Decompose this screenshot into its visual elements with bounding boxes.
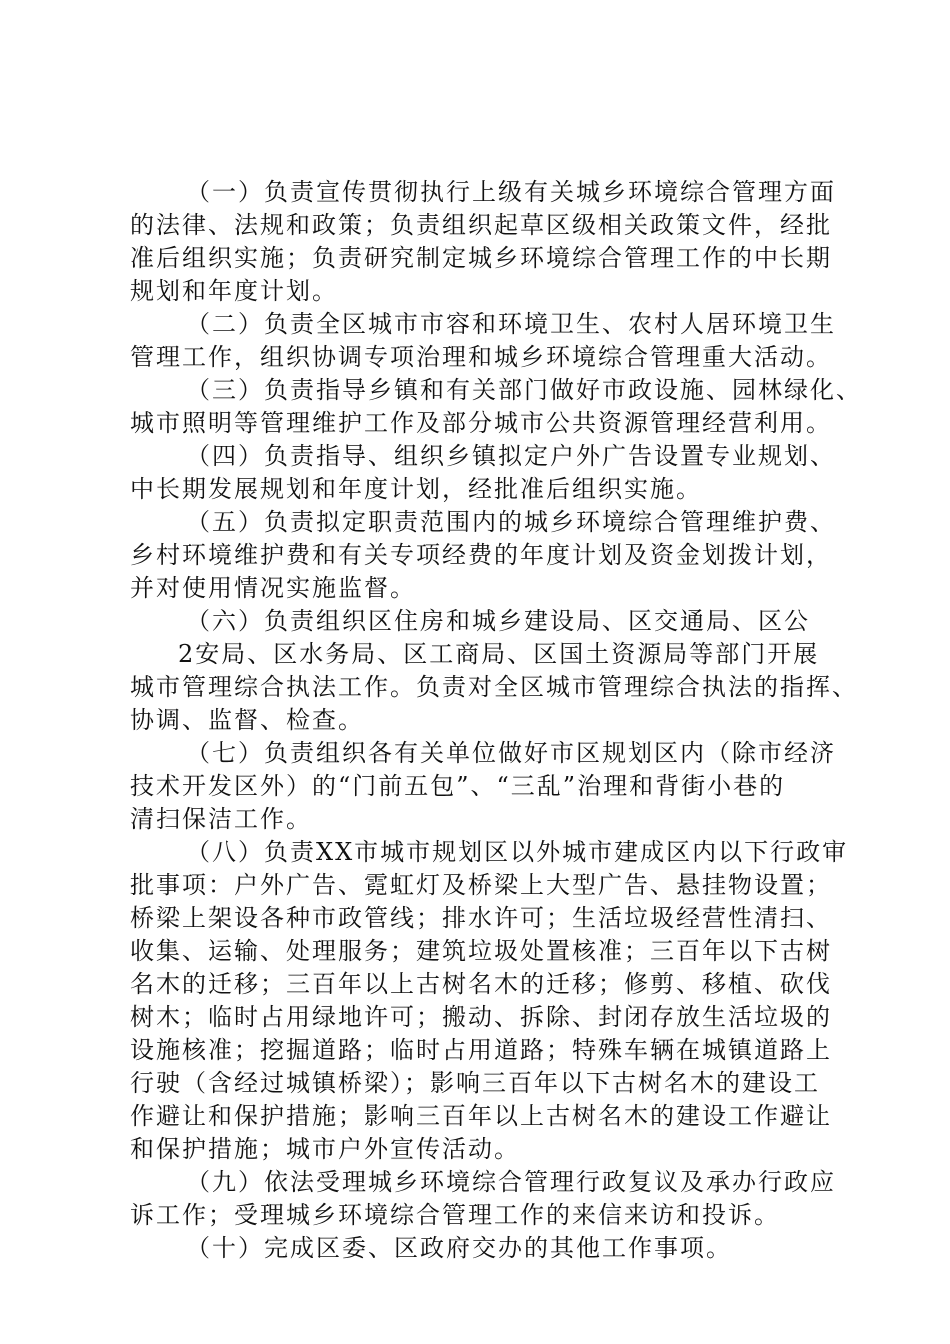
paragraph-2-line-2: 管理工作，组织协调专项治理和城乡环境综合管理重大活动。 (130, 343, 832, 371)
paragraph-5-line-3: 并对使用情况实施监督。 (130, 574, 416, 602)
paragraph-5-line-2: 乡村环境维护费和有关专项经费的年度计划及资金划拨计划， (130, 541, 832, 569)
paragraph-6-line-2: 2安局、区水务局、区工商局、区国土资源局等部门开展 (178, 640, 820, 668)
paragraph-1-line-3: 准后组织实施；负责研究制定城乡环境综合管理工作的中长期 (130, 244, 832, 272)
paragraph-8-line-4: 收集、运输、处理服务；建筑垃圾处置核准；三百年以下古树 (130, 937, 832, 965)
paragraph-1-line-4: 规划和年度计划。 (130, 277, 338, 305)
paragraph-8-line-3: 桥梁上架设各种市政管线；排水许可；生活垃圾经营性清扫、 (130, 904, 832, 932)
paragraph-8-line-6: 树木；临时占用绿地许可；搬动、拆除、封闭存放生活垃圾的 (130, 1003, 832, 1031)
paragraph-8-line-2: 批事项：户外广告、霓虹灯及桥梁上大型广告、悬挂物设置； (130, 871, 832, 899)
paragraph-6-line-4: 协调、监督、检查。 (130, 706, 364, 734)
paragraph-5-line-1: （五）负责拟定职责范围内的城乡环境综合管理维护费、 (186, 508, 836, 536)
paragraph-7-line-2: 技术开发区外）的“门前五包”、“三乱”治理和背街小巷的 (130, 772, 786, 800)
paragraph-6-line-3: 城市管理综合执法工作。负责对全区城市管理综合执法的指挥、 (130, 673, 858, 701)
paragraph-6-line-1: （六）负责组织区住房和城乡建设局、区交通局、区公 (186, 607, 810, 635)
paragraph-8-line-10: 和保护措施；城市户外宣传活动。 (130, 1135, 520, 1163)
paragraph-9-line-1: （九）依法受理城乡环境综合管理行政复议及承办行政应 (186, 1168, 836, 1196)
paragraph-8-line-7: 设施核准；挖掘道路；临时占用道路；特殊车辆在城镇道路上 (130, 1036, 832, 1064)
paragraph-3-line-1: （三）负责指导乡镇和有关部门做好市政设施、园林绿化、 (186, 376, 862, 404)
paragraph-8-line-9: 作避让和保护措施；影响三百年以上古树名木的建设工作避让 (130, 1102, 832, 1130)
paragraph-7-line-3: 清扫保洁工作。 (130, 805, 312, 833)
paragraph-8-line-1: （八）负责XX市城市规划区以外城市建成区内以下行政审 (186, 838, 849, 866)
paragraph-3-line-2: 城市照明等管理维护工作及部分城市公共资源管理经营利用。 (130, 409, 832, 437)
paragraph-10-line-1: （十）完成区委、区政府交办的其他工作事项。 (186, 1234, 732, 1262)
paragraph-4-line-1: （四）负责指导、组织乡镇拟定户外广告设置专业规划、 (186, 442, 836, 470)
paragraph-1-line-1: （一）负责宣传贯彻执行上级有关城乡环境综合管理方面 (186, 178, 836, 206)
paragraph-2-line-1: （二）负责全区城市市容和环境卫生、农村人居环境卫生 (186, 310, 836, 338)
paragraph-8-line-8: 行驶（含经过城镇桥梁）；影响三百年以下古树名木的建设工 (130, 1069, 820, 1097)
paragraph-7-line-1: （七）负责组织各有关单位做好市区规划区内（除市经济 (186, 739, 836, 767)
paragraph-4-line-2: 中长期发展规划和年度计划，经批准后组织实施。 (130, 475, 702, 503)
paragraph-8-line-5: 名木的迁移；三百年以上古树名木的迁移；修剪、移植、砍伐 (130, 970, 832, 998)
paragraph-1-line-2: 的法律、法规和政策；负责组织起草区级相关政策文件，经批 (130, 211, 832, 239)
paragraph-9-line-2: 诉工作；受理城乡环境综合管理工作的来信来访和投诉。 (130, 1201, 780, 1229)
